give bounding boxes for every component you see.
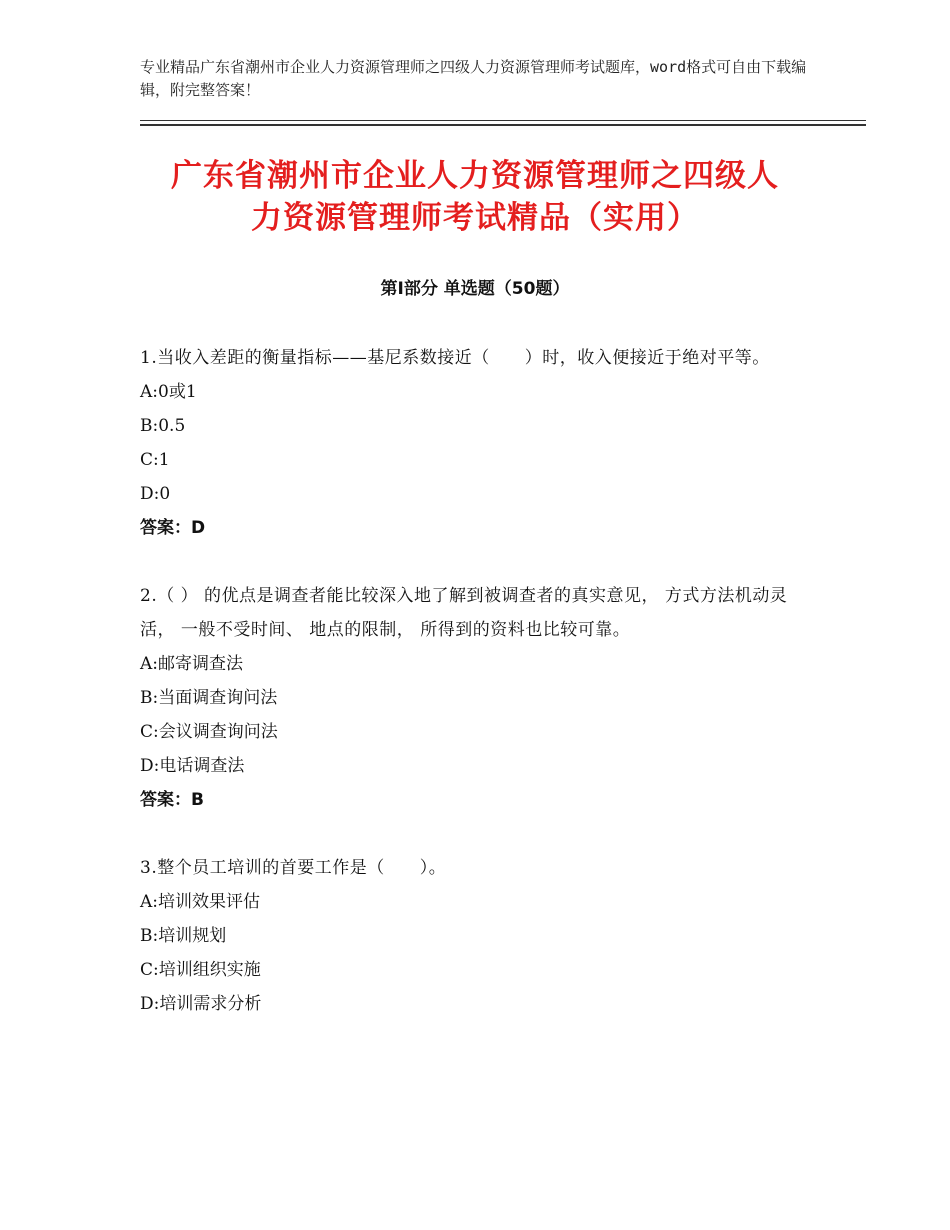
question-stem: 2.（ ） 的优点是调查者能比较深入地了解到被调查者的真实意见， 方式方法机动灵活， 一般不受时间、 地点的限制， 所得到的资料也比较可靠。 [140,586,788,640]
option-a: A:培训效果评估 [140,892,261,912]
question-3 [140,851,820,1021]
header-note: 专业精品广东省潮州市企业人力资源管理师之四级人力资源管理师考试题库，word格式可自由下载编辑，附完整答案！ [140,58,807,99]
question-list [140,341,820,1055]
option-c: C:培训组织实施 [140,960,261,980]
document-title [120,155,830,239]
question-stem: 1.当收入差距的衡量指标——基尼系数接近（ ）时，收入便接近于绝对平等。 [140,348,770,368]
option-c: C:1 [140,450,170,470]
answer-label: 答案：B [140,790,204,810]
option-c: C:会议调查询问法 [140,722,278,742]
option-a: A:0或1 [140,382,197,402]
option-b: B:0.5 [140,416,186,436]
question-stem: 3.整个员工培训的首要工作是（ ）。 [140,858,447,878]
header-divider-thin [140,120,866,121]
answer-label: 答案：D [140,518,206,538]
option-b: B:当面调查询问法 [140,688,278,708]
header-divider-thick [140,124,866,126]
section-title: 第Ⅰ部分 单选题（50题） [380,279,570,299]
option-d: D:培训需求分析 [140,994,262,1014]
question-1 [140,341,820,545]
option-a: A:邮寄调查法 [140,654,244,674]
document-title-line-2: 力资源管理师考试精品（实用） [251,200,699,236]
document-title-line-1: 广东省潮州市企业人力资源管理师之四级人 [171,158,779,194]
option-d: D:0 [140,484,171,504]
question-2 [140,579,820,817]
option-b: B:培训规划 [140,926,227,946]
option-d: D:电话调查法 [140,756,245,776]
